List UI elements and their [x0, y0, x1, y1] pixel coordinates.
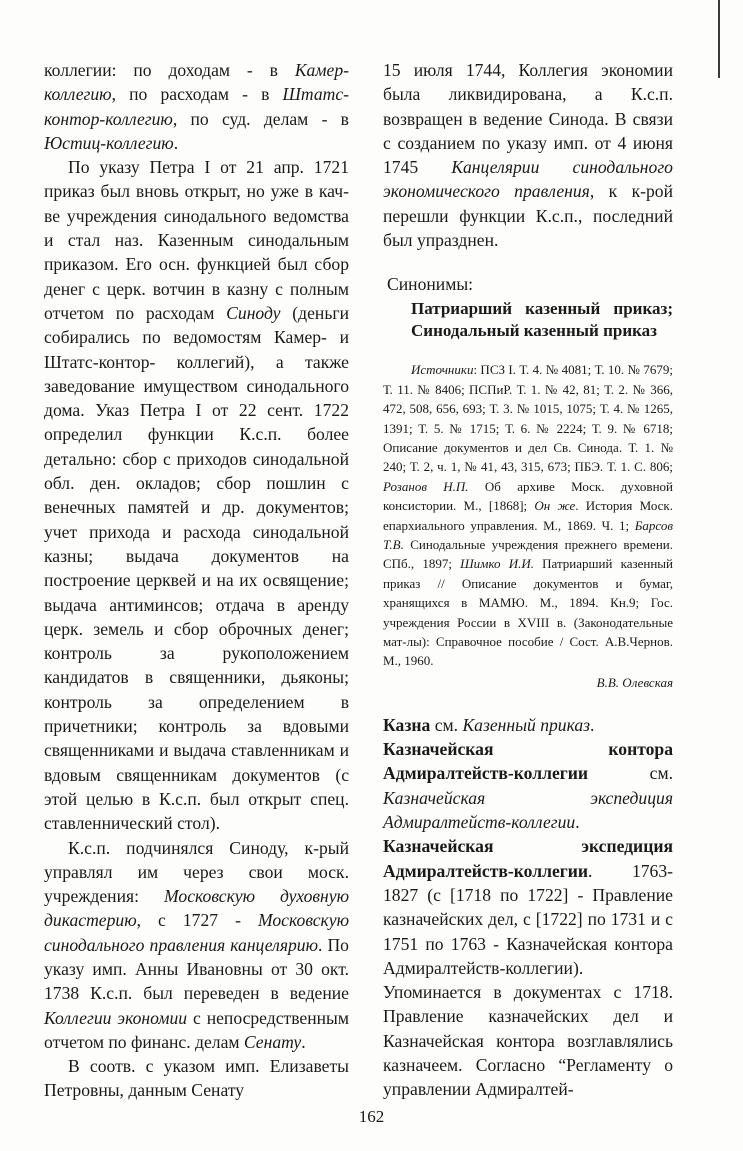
paragraph: коллегии: по доходам - в Камер-коллегию, по расходам - в Штатс-контор-коллегию, по суд. делам - в Юстиц-коллегию.	[44, 60, 349, 153]
entry-term: Казначейская экспедиция Адмиралтейств-коллегии	[383, 836, 673, 881]
synonyms-text: Патриарший казенный приказ; Синодальный казенный приказ	[411, 299, 673, 341]
sources-list: Источники: ПСЗ I. Т. 4. № 4081; Т. 10. № 7679; Т. 11. № 8406; ПСПиР. Т. 1. № 42, 81; Т. 2. № 366, 472, 508, 656, 693; Т. 3. № 1015, 1075; Т. 4. № 1265, 1391; Т. 5. № 1715; Т. 6. № 2224; Т. 9. № 6718; Описание документов и дел Св. Синода. Т. 1. № 240; Т. 2, ч. 1, № 41, 43, 315, 673; ПБЭ. Т. 1. С. 806; Розанов Н.П. Об архиве Моск. духовной консистории. М., [1868]; Он же. История Моск. епархиального управления. М., 1869. Ч. 1; Барсов Т.В. Синодальные учреждения прежнего времени. СПб., 1897; Шимко И.И. Патриарший казенный приказ // Описание документов и бумаг, хранящихся в МАМЮ. М., 1894. Кн.9; Гос. учреждения России в XVIII в. (Законодательные мат-лы): Справочное пособие / Сост. А.В.Чернов. М., 1960.	[383, 362, 673, 669]
paragraph: По указу Петра I от 21 апр. 1721 приказ был вновь открыт, но уже в кач-ве учреждения синодального ведомства и стал наз. Казенным синодальным приказом. Его осн. функцией был сбор денег с церк. вотчин в казну с полным отчетом по расходам Синоду (деньги собирались по ведомостям Камер- и Штатс-контор- коллегий), а также заведование имуществом синодального дома. Указ Петра I от 22 сент. 1722 определил функции К.с.п. более детально: сбор с приходов синодальной обл. ден. окладов; сбор пошлин с венечных памятей и др. документов; учет прихода и расхода синодальной казны; выдача документов на построение церквей и на их освящение; выдача антиминсов; отдача в аренду церк. земель и сбор оброчных денег; контроль за рукоположением кандидатов в священники, дьяконы; контроль за определением в причетники; контроль за вдовыми священниками и выдача ставленникам и вдовым священникам документов (с этой целью в К.с.п. был открыт спец. ставленнический стол).	[44, 157, 349, 834]
right-column	[383, 58, 673, 1102]
entry-body: . 1763-1827 (с [1718 по 1722] - Правление казначейских дел, с [1722] по 1731 и с 1751 по 1763 - Казначейская контора Адмиралтейств-коллегии). Упоминается в документах с 1718. Правление казначейских дел и Казначейская контора возглавлялись казначеем. Согласно “Регламенту о управлении Адмиралтей-	[383, 860, 673, 1100]
scan-edge-line	[718, 0, 720, 78]
synonyms-heading: Синонимы:	[387, 274, 474, 295]
left-column	[44, 58, 349, 1103]
paragraph: В соотв. с указом имп. Елизаветы Петровны, данным Сенату	[44, 1056, 349, 1101]
entry-body: см. Казенный приказ.	[430, 714, 595, 735]
paragraph: К.с.п. подчинялся Синоду, к-рый управлял им через свои моск. учреждения: Московскую духовную дикастерию, с 1727 - Московскую синодального правления канцелярию. По указу имп. Анны Ивановны от 30 окт. 1738 К.с.п. был переведен в ведение Коллегии экономии с непосредственным отчетом по финанс. делам Сенату.	[44, 837, 349, 1052]
dictionary-entry	[383, 737, 673, 834]
article-author: В.В. Олевская	[596, 674, 673, 690]
continuation-paragraph: 15 июля 1744, Коллегия экономии была ликвидирована, а К.с.п. возвращен в ведение Синода. В связи с созданием по указу имп. от 4 июня 1745 Канцелярии синодального экономического правления, к к-рой перешли функции К.с.п., последний был упразднен.	[383, 60, 673, 251]
entry-term: Казначейская контора Адмиралтейств-коллегии	[383, 739, 673, 784]
page-number: 162	[358, 1107, 385, 1126]
entry-term: Казна	[383, 714, 431, 735]
dictionary-entry	[383, 834, 673, 1101]
entry-body: см. Казначейская экспедиция Адмиралтейств-коллегии.	[383, 763, 673, 833]
dictionary-entry	[383, 713, 673, 737]
